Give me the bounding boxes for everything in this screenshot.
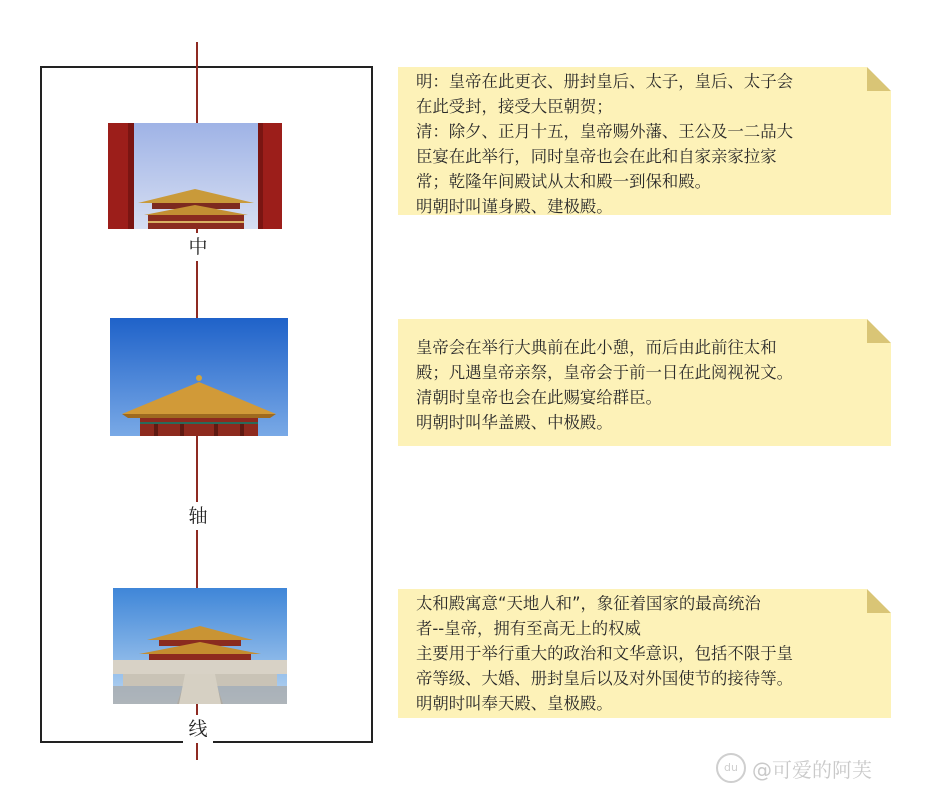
note-line: 主要用于举行重大的政治和文华意识，包括不限于皇 <box>416 644 793 663</box>
axis-char-xian: 线 <box>183 715 213 743</box>
note-line: 臣宴在此举行，同时皇帝也会在此和自家亲家拉家 <box>416 147 777 166</box>
note-line: 殿；凡遇皇帝亲祭，皇帝会于前一日在此阅视祝文。 <box>416 363 793 382</box>
note-baohe-hall <box>398 67 891 215</box>
note-line: 太和殿寓意“天地人和”，象征着国家的最高统治 <box>416 594 761 613</box>
note-line: 帝等级、大婚、册封皇后以及对外国使节的接待等。 <box>416 669 793 688</box>
note-line: 皇帝会在举行大典前在此小憩，而后由此前往太和 <box>416 338 777 357</box>
note-line: 者--皇帝，拥有至高无上的权威 <box>416 619 641 638</box>
photo-zhonghe-hall <box>110 318 288 436</box>
axis-char-zhou: 轴 <box>183 502 213 530</box>
axis-char-zhong: 中 <box>183 233 213 261</box>
palace-hall-icon <box>108 123 282 229</box>
note-taihe-hall <box>398 589 891 718</box>
note-line: 明朝时叫谨身殿、建极殿。 <box>416 197 613 216</box>
watermark-text: @可爱的阿芙 <box>752 757 872 782</box>
photo-taihe-hall <box>113 588 287 704</box>
note-line: 在此受封，接受大臣朝贺； <box>416 97 613 116</box>
note-line: 清朝时皇帝也会在此赐宴给群臣。 <box>416 388 662 407</box>
palace-hall-icon <box>113 588 287 704</box>
note-line: 明：皇帝在此更衣、册封皇后、太子，皇后、太子会 <box>416 72 793 91</box>
note-line: 明朝时叫华盖殿、中极殿。 <box>416 413 613 432</box>
photo-baohe-hall <box>108 123 282 229</box>
du-logo-icon: du <box>716 753 746 783</box>
note-line: 常；乾隆年间殿试从太和殿一到保和殿。 <box>416 172 712 191</box>
note-line: 明朝时叫奉天殿、皇极殿。 <box>416 694 613 713</box>
note-line: 清：除夕、正月十五，皇帝赐外藩、王公及一二品大 <box>416 122 793 141</box>
palace-hall-icon <box>110 318 288 436</box>
watermark <box>716 752 872 784</box>
note-zhonghe-hall <box>398 319 891 446</box>
